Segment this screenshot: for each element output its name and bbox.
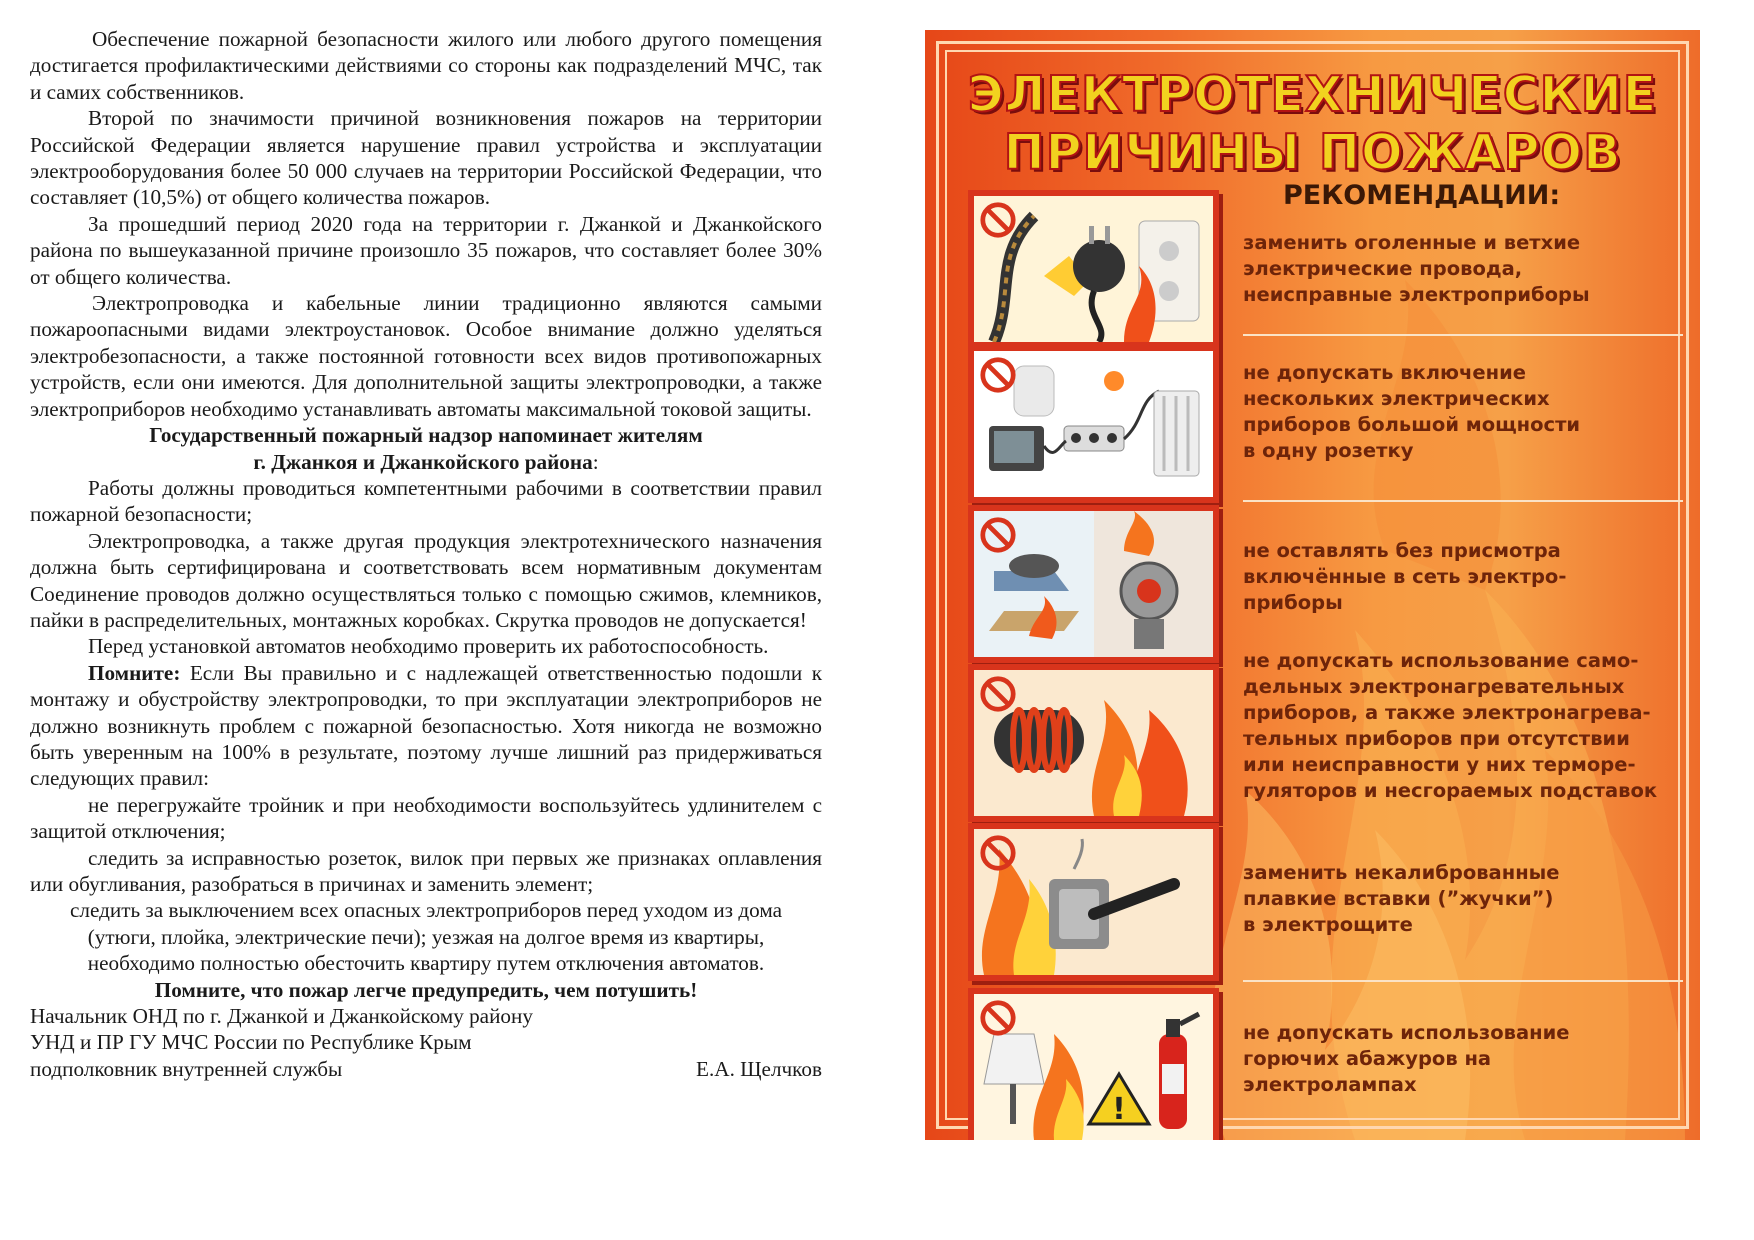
paragraph-rule-check: Перед установкой автоматов необходимо проверить их работоспособность. xyxy=(88,634,769,659)
paragraph-intro: Обеспечение пожарной безопасности жилого или любого другого помещения достигается профилактическими действиями со стороны как подразделений МЧС, так и самих собственников. xyxy=(30,27,822,104)
paragraph-wiring: Электропроводка и кабельные линии традиционно являются самыми пожароопасными видами электроустановок. Особое внимание должно уделяться электробезопасности, а также постоянной готовности всех видов противопожарных устройств, если они имеются. Для дополнительной защиты электропроводки, а также электроприборов необходимо устанавливать автоматы максимальной токовой защиты. xyxy=(30,291,822,421)
separator xyxy=(1243,334,1683,336)
poster-title-line2: ПРИЧИНЫ ПОЖАРОВ xyxy=(1003,124,1622,181)
illustration-lampshade-fire xyxy=(968,988,1219,1140)
illustration-bare-wires xyxy=(968,190,1219,348)
signature-name: Е.А. Щелчков xyxy=(696,1056,822,1081)
prohibition-icon xyxy=(979,516,1017,554)
paragraph-local-statistics: За прошедший период 2020 года на территории г. Джанкой и Джанкойского района по вышеуказанной причине произошло 35 пожаров, что составляет более 30% от общего количества. xyxy=(30,211,822,289)
recommendation-5: заменить некалиброванные плавкие вставки (”жучки”) в электрощите xyxy=(1243,861,1560,936)
illustration-overloaded-socket xyxy=(968,345,1219,503)
prohibition-icon xyxy=(979,356,1017,394)
svg-text:!: ! xyxy=(1112,1092,1126,1127)
recommendation-3: не оставлять без присмотра включённые в сеть электро- приборы xyxy=(1243,539,1567,614)
prohibition-icon xyxy=(979,834,1017,872)
separator xyxy=(1243,980,1683,982)
paragraph-rule-certified: Электропроводка, а также другая продукция электротехнического назначения должна быть сертифицирована и соответствовать всем нормативным документам Соединение проводов должно осуществляться только с помощью сжимов, клемников, пайки в распределительных, монтажных коробках. Скрутка проводов не допускается! xyxy=(30,528,822,632)
paragraph-remember: Помните: Если Вы правильно и с надлежащей ответственностью подошли к монтажу и обустройству электропроводки, то при эксплуатации электроприборов не должно возникнуть проблем с пожарной безопасностью. Хотя никогда не возможно быть уверенным на 100% в результате, поэтому лучше лишний раз придерживаться следующих правил: xyxy=(30,660,822,791)
signature-line2: УНД и ПР ГУ МЧС России по Республике Крым xyxy=(30,1030,472,1055)
prohibition-icon xyxy=(979,675,1017,713)
paragraph-tee: не перегружайте тройник и при необходимости воспользуйтесь удлинителем с защитой отключения; xyxy=(30,792,822,844)
poster-title-line1: ЭЛЕКТРОТЕХНИЧЕСКИЕ xyxy=(967,66,1658,123)
recommendation-4: не допускать использование само- дельных электронагревательных приборов, а также электронагрева- тельных приборов при отсутствии или неисправности у них терморе- гуляторов и несгораемых подставок xyxy=(1243,649,1658,802)
notice-heading-line2: г. Джанкоя и Джанкойского района: xyxy=(253,449,599,474)
notice-document xyxy=(30,26,822,1082)
fire-safety-poster xyxy=(925,30,1700,1140)
notice-heading-line1: Государственный пожарный надзор напоминает жителям xyxy=(149,423,703,448)
remember-label: Помните: xyxy=(88,660,181,685)
prohibition-icon xyxy=(979,999,1017,1037)
illustration-fuse-box xyxy=(968,823,1219,981)
separator xyxy=(1243,500,1683,502)
recommendation-2: не допускать включение нескольких электрических приборов большой мощности в одну розетку xyxy=(1243,361,1581,462)
signature-line1: Начальник ОНД по г. Джанкой и Джанкойскому району xyxy=(30,1004,533,1029)
prohibition-icon xyxy=(979,201,1017,239)
paragraph-rule-competent: Работы должны проводиться компетентными рабочими в соответствии правил пожарной безопасности; xyxy=(30,475,822,527)
signature-line3: подполковник внутренней службы Е.А. Щелчков xyxy=(30,1056,822,1081)
notice-heading xyxy=(30,422,822,475)
recommendation-6: не допускать использование горючих абажуров на электролампах xyxy=(1243,1021,1570,1096)
recommendation-1: заменить оголенные и ветхие электрические провода, неисправные электроприборы xyxy=(1243,231,1590,306)
recommendations-heading: РЕКОМЕНДАЦИИ: xyxy=(1283,180,1561,211)
paragraph-statistics: Второй по значимости причиной возникновения пожаров на территории Российской Федерации является нарушение правил устройства и эксплуатации электрооборудования более 50 000 случаев на территории Российской Федерации, что составляет (10,5%) от общего количества пожаров. xyxy=(30,106,822,210)
illustration-homemade-heater xyxy=(968,664,1219,822)
paragraph-switch-off: следить за выключением всех опасных электроприборов перед уходом из дома (утюги, плойка, электрические печи); уезжая на долгое время из квартиры, необходимо полностью обесточить квартиру путем отключения автоматов. xyxy=(69,898,782,976)
paragraph-sockets: следить за исправностью розеток, вилок при первых же признаках оплавления или обугливания, разобраться в причинах и заменить элемент; xyxy=(30,845,822,896)
closing-slogan: Помните, что пожар легче предупредить, чем потушить! xyxy=(154,977,698,1002)
illustration-unattended-appliances xyxy=(968,505,1219,663)
